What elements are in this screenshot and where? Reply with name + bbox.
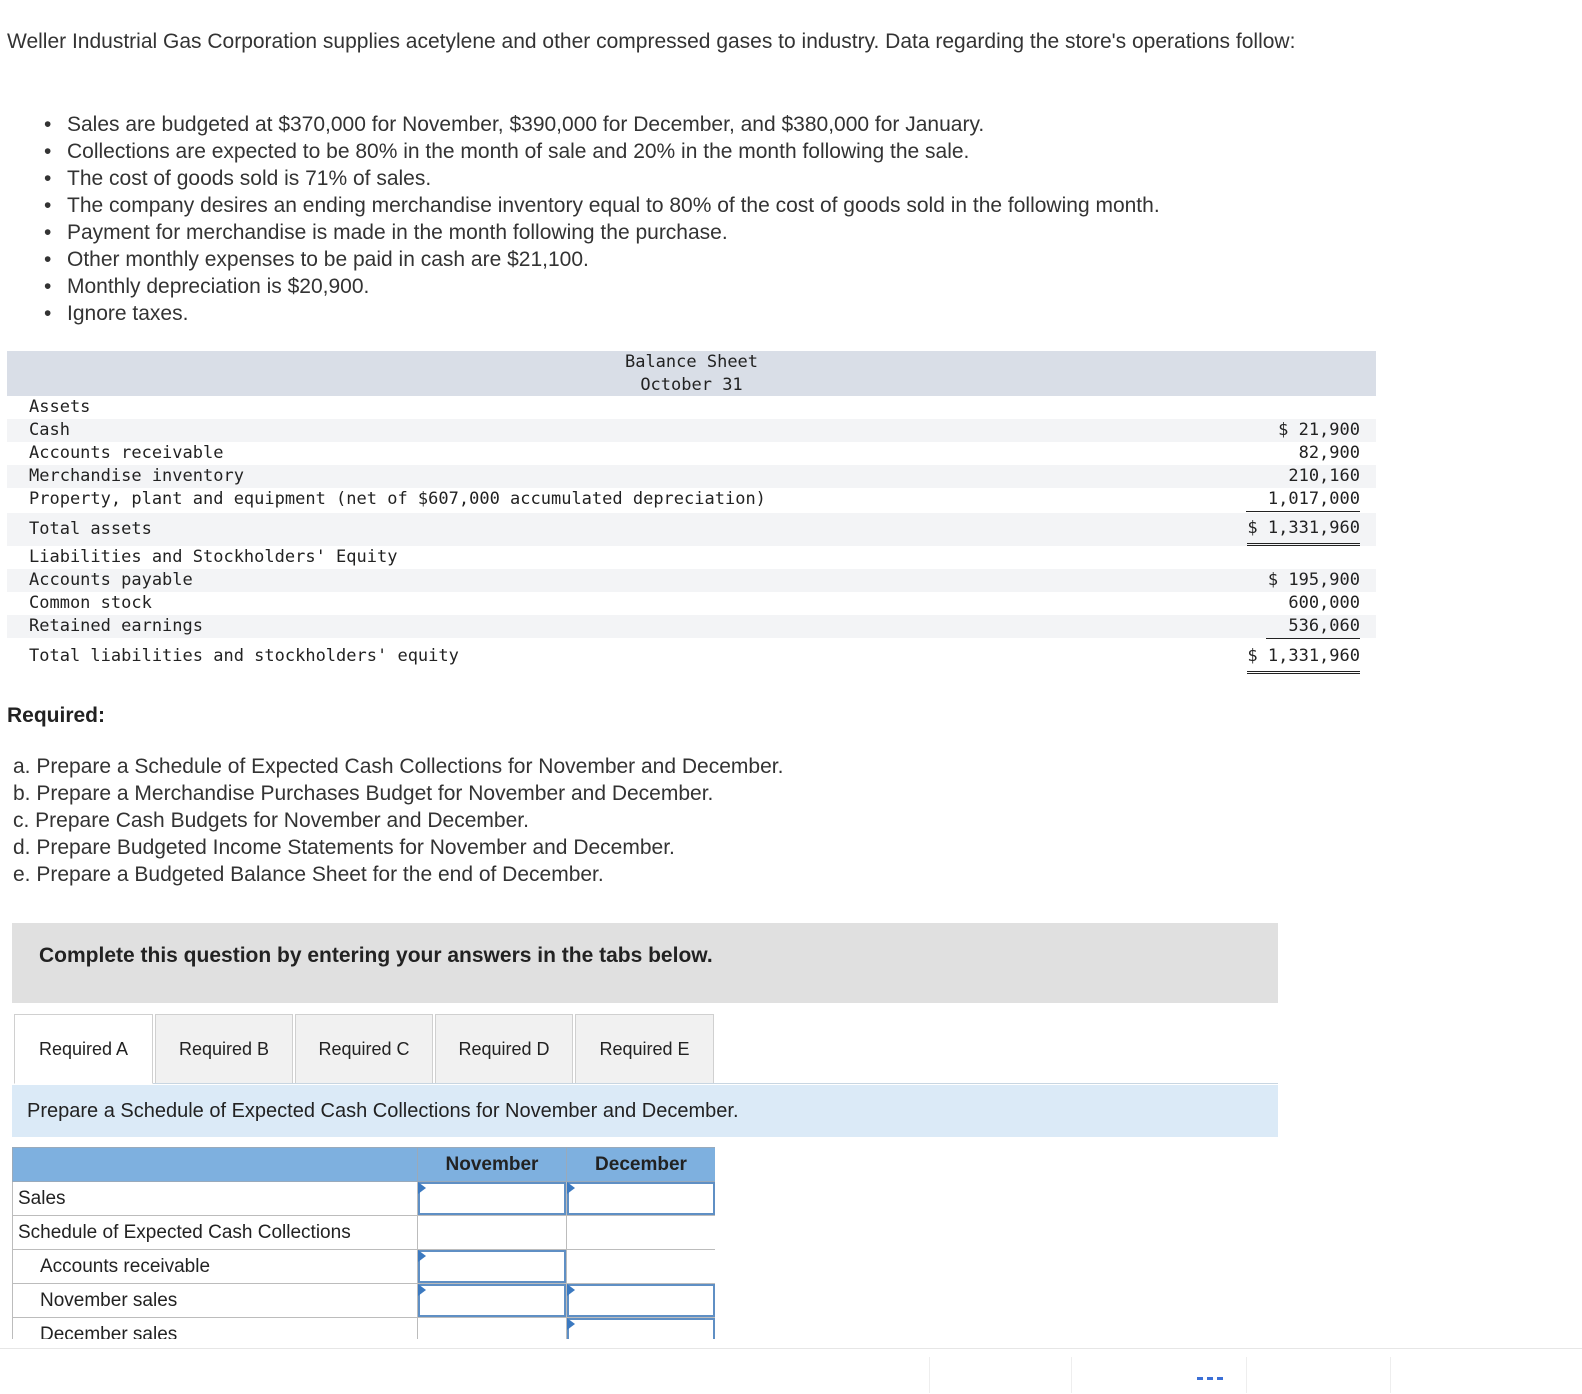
assets-header-row: Assets bbox=[29, 397, 91, 417]
balance-sheet-header bbox=[7, 351, 1376, 396]
required-item: c. Prepare Cash Budgets for November and December. bbox=[13, 809, 529, 832]
required-list bbox=[13, 753, 783, 888]
empty-cell bbox=[418, 1216, 567, 1250]
column-header-december: December bbox=[567, 1148, 716, 1182]
row-label-sales: Sales bbox=[13, 1182, 418, 1216]
sales-november-input[interactable] bbox=[418, 1182, 566, 1215]
tab-required-a[interactable]: Required A bbox=[14, 1014, 153, 1084]
row-label-accounts-receivable: Accounts receivable bbox=[13, 1250, 418, 1284]
instruction-text: Prepare a Schedule of Expected Cash Collections for November and December. bbox=[27, 1100, 739, 1122]
assumption-item: • Monthly depreciation is $20,900. bbox=[44, 275, 370, 298]
balance-row: Cash $ 21,900 bbox=[7, 419, 1376, 442]
balance-sheet-title: Balance Sheet bbox=[624, 352, 759, 372]
complete-question-text: Complete this question by entering your answers in the tabs below. bbox=[39, 944, 713, 967]
required-item: d. Prepare Budgeted Income Statements for November and December. bbox=[13, 836, 675, 859]
nav-separator bbox=[929, 1357, 930, 1393]
instruction-banner bbox=[12, 1085, 1278, 1137]
total-assets-row: Total assets $ 1,331,960 bbox=[7, 513, 1376, 546]
grid-header-blank bbox=[13, 1148, 418, 1182]
balance-sheet-date: October 31 bbox=[640, 375, 743, 395]
table-row bbox=[13, 1216, 716, 1250]
bottom-navigation-bar bbox=[0, 1348, 1582, 1394]
nov-sales-november-cell[interactable] bbox=[418, 1284, 567, 1318]
assumption-list bbox=[44, 111, 1160, 327]
assumption-item: • The company desires an ending merchandise inventory equal to 80% of the cost of goods sold in the following month. bbox=[44, 194, 1160, 217]
cash-collections-grid bbox=[12, 1147, 715, 1339]
row-label-november-sales: November sales bbox=[13, 1284, 418, 1318]
sales-december-input[interactable] bbox=[567, 1182, 715, 1215]
nav-separator bbox=[1071, 1357, 1072, 1393]
dec-sales-december-input[interactable] bbox=[567, 1318, 715, 1339]
required-heading: Required: bbox=[7, 704, 106, 727]
tab-required-d[interactable]: Required D bbox=[435, 1014, 573, 1084]
required-item: e. Prepare a Budgeted Balance Sheet for the end of December. bbox=[13, 863, 604, 886]
input-marker-icon bbox=[567, 1284, 575, 1296]
tab-divider bbox=[14, 1083, 1278, 1084]
grid-header-row bbox=[13, 1148, 716, 1182]
column-header-november: November bbox=[418, 1148, 567, 1182]
table-row bbox=[13, 1182, 716, 1216]
liabilities-header-row: Liabilities and Stockholders' Equity bbox=[29, 547, 398, 567]
balance-row: Property, plant and equipment (net of $607,000 accumulated depreciation) 1,017,000 bbox=[7, 488, 1376, 511]
dec-sales-december-cell[interactable] bbox=[567, 1318, 716, 1340]
balance-row: Retained earnings 536,060 bbox=[7, 615, 1376, 638]
nov-sales-december-input[interactable] bbox=[567, 1284, 715, 1317]
input-marker-icon bbox=[418, 1284, 426, 1296]
tab-required-b[interactable]: Required B bbox=[155, 1014, 293, 1084]
sales-december-cell[interactable] bbox=[567, 1182, 716, 1216]
assumption-item: • Ignore taxes. bbox=[44, 302, 189, 325]
tab-required-c[interactable]: Required C bbox=[295, 1014, 433, 1084]
complete-question-banner bbox=[12, 923, 1278, 1003]
balance-row: Merchandise inventory 210,160 bbox=[7, 465, 1376, 488]
problem-intro: Weller Industrial Gas Corporation supplies acetylene and other compressed gases to industry. Data regarding the store's operations follow: bbox=[7, 30, 1296, 53]
balance-sheet bbox=[7, 351, 1376, 666]
required-item: b. Prepare a Merchandise Purchases Budget for November and December. bbox=[13, 782, 714, 805]
empty-cell bbox=[418, 1318, 567, 1340]
empty-cell bbox=[567, 1216, 716, 1250]
table-row bbox=[13, 1250, 716, 1284]
sales-november-cell[interactable] bbox=[418, 1182, 567, 1216]
ar-november-input[interactable] bbox=[418, 1250, 566, 1283]
input-marker-icon bbox=[418, 1250, 426, 1262]
assumption-item: • Other monthly expenses to be paid in cash are $21,100. bbox=[44, 248, 589, 271]
assumption-item: • Sales are budgeted at $370,000 for November, $390,000 for December, and $380,000 for January. bbox=[44, 113, 985, 136]
balance-row: Accounts payable $ 195,900 bbox=[7, 569, 1376, 592]
nav-separator bbox=[1390, 1357, 1391, 1393]
nov-sales-november-input[interactable] bbox=[418, 1284, 566, 1317]
total-liabilities-row: Total liabilities and stockholders' equity $ 1,331,960 bbox=[7, 641, 1376, 673]
row-label-december-sales: December sales bbox=[13, 1318, 418, 1340]
required-item: a. Prepare a Schedule of Expected Cash Collections for November and December. bbox=[13, 755, 784, 778]
assumption-item: • The cost of goods sold is 71% of sales. bbox=[44, 167, 432, 190]
nov-sales-december-cell[interactable] bbox=[567, 1284, 716, 1318]
balance-row: Common stock 600,000 bbox=[29, 593, 1360, 613]
pagination-dots-icon[interactable] bbox=[1197, 1377, 1223, 1380]
assumption-item: • Collections are expected to be 80% in the month of sale and 20% in the month following the sale. bbox=[44, 140, 970, 163]
input-marker-icon bbox=[567, 1182, 575, 1194]
input-marker-icon bbox=[567, 1318, 575, 1330]
empty-cell bbox=[567, 1250, 716, 1284]
ar-november-cell[interactable] bbox=[418, 1250, 567, 1284]
row-label-schedule: Schedule of Expected Cash Collections bbox=[13, 1216, 418, 1250]
balance-row: Accounts receivable 82,900 bbox=[29, 443, 1360, 463]
table-row bbox=[13, 1318, 716, 1340]
tab-required-e[interactable]: Required E bbox=[575, 1014, 714, 1084]
table-row bbox=[13, 1284, 716, 1318]
nav-separator bbox=[1246, 1357, 1247, 1393]
input-marker-icon bbox=[418, 1182, 426, 1194]
assumption-item: • Payment for merchandise is made in the month following the purchase. bbox=[44, 221, 728, 244]
